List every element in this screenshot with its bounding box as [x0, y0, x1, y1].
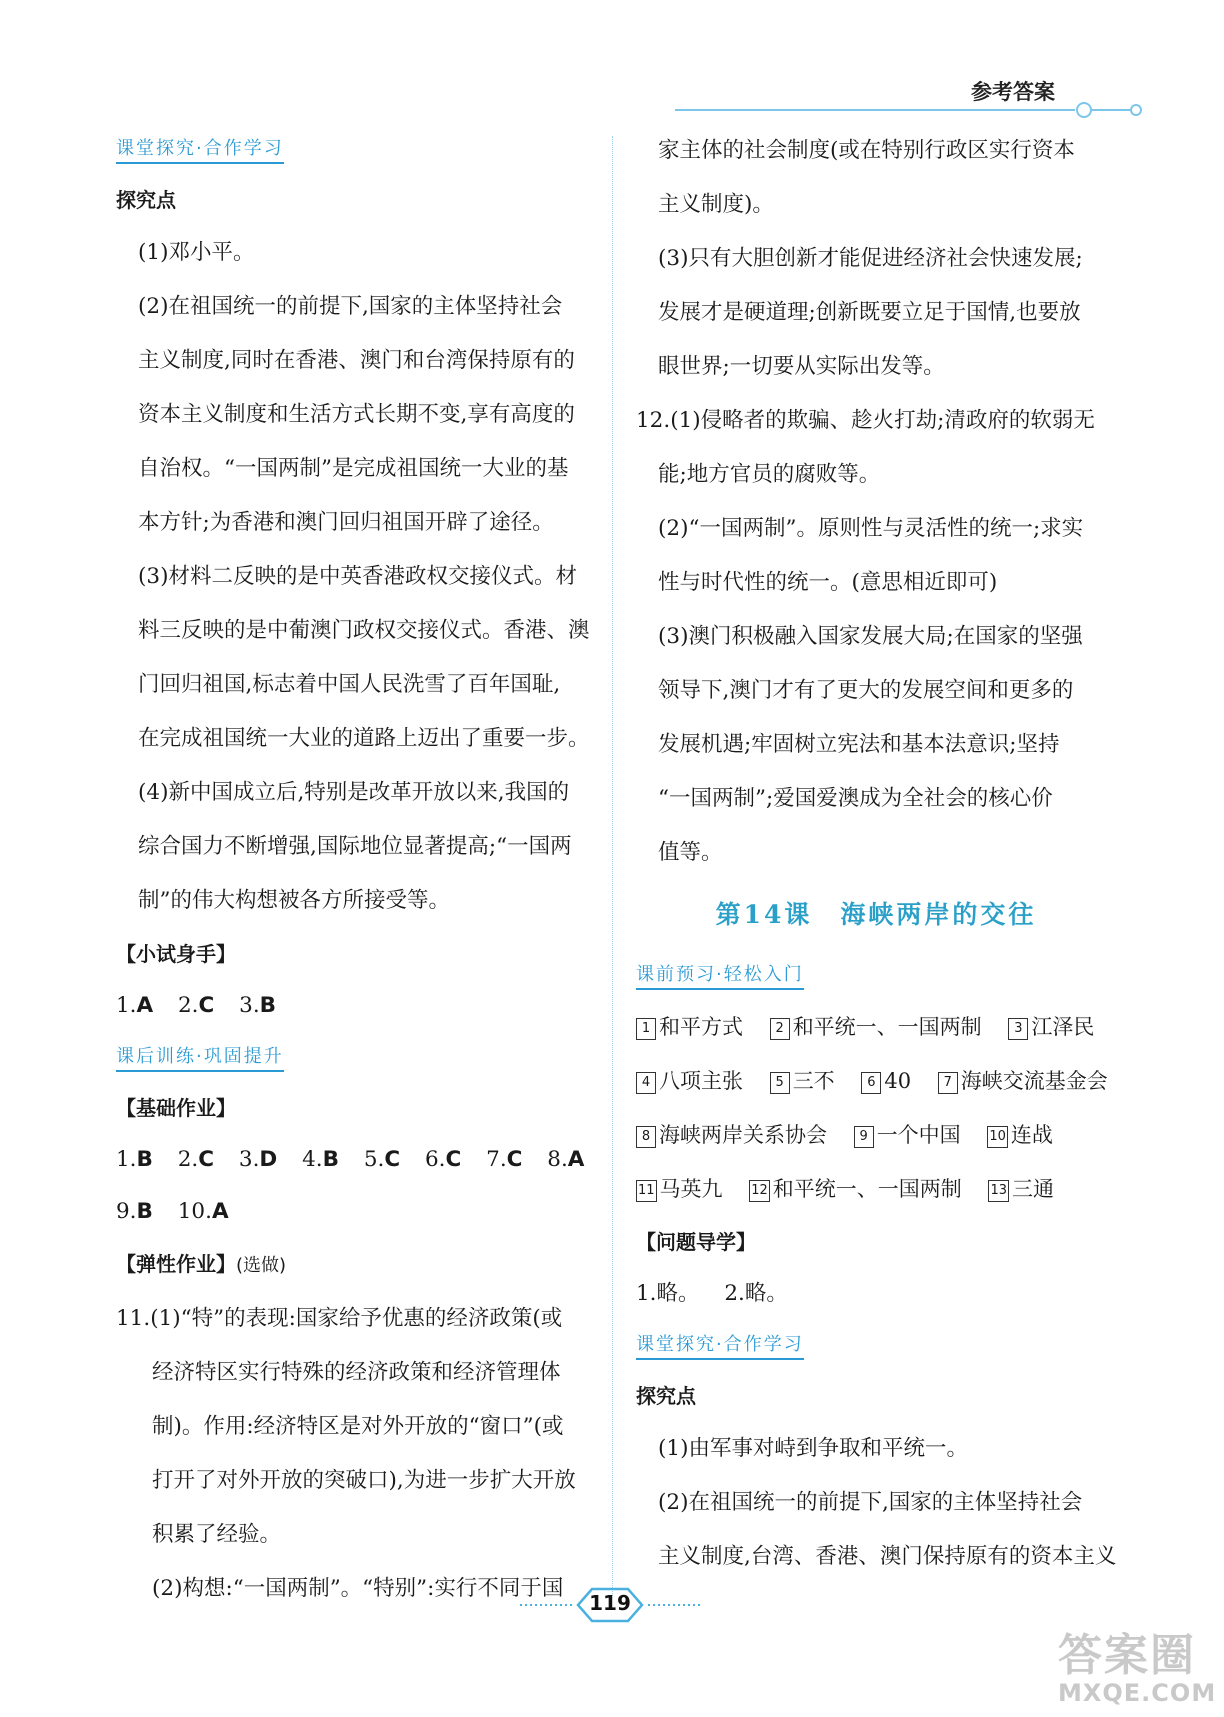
answer-line: 家主体的社会制度(或在特别行政区实行资本 [658, 138, 1075, 163]
answer-line: 性与时代性的统一。(意思相近即可) [658, 570, 998, 595]
answer-item: 9.B [116, 1199, 153, 1224]
answer-line: “一国两制”;爱国爱澳成为全社会的核心价 [658, 786, 1053, 811]
answer-line: 发展才是硬道理;创新既要立足于国情,也要放 [658, 300, 1081, 325]
answer-line: 值等。 [658, 840, 723, 865]
answer-line: (2)在祖国统一的前提下,国家的主体坚持社会 [658, 1490, 1083, 1515]
number-box: 11 [636, 1180, 657, 1202]
answer-line: 11.(1)“特”的表现:国家给予优惠的经济政策(或 [116, 1306, 563, 1331]
fill-item: 13 三通 [990, 1177, 1055, 1201]
answer-line: 综合国力不断增强,国际地位显著提高;“一国两 [138, 834, 572, 859]
number-box: 2 [770, 1018, 790, 1040]
answer-line: (4)新中国成立后,特别是改革开放以来,我国的 [138, 780, 570, 805]
answer-item: 10.A [177, 1199, 229, 1224]
fill-item: 3 江泽民 [1008, 1000, 1094, 1054]
answer-item: 5.C [363, 1147, 401, 1172]
answer-line: (1)邓小平。 [138, 240, 255, 265]
answer-line: 资本主义制度和生活方式长期不变,享有高度的 [138, 402, 575, 427]
fill-item: 10 连战 [989, 1123, 1053, 1147]
try-yourself-heading: 【小试身手】 [116, 942, 236, 966]
fill-item: 4 八项主张 [636, 1054, 743, 1108]
number-box: 10 [987, 1126, 1008, 1148]
section-label-class-explore: 课堂探究·合作学习 [636, 1332, 804, 1360]
answer-line: 本方针;为香港和澳门回归祖国开辟了途径。 [138, 510, 554, 535]
answer-item: 4.B [302, 1147, 340, 1172]
answer-item: 2.C [178, 993, 215, 1018]
site-watermark [1058, 1632, 1218, 1712]
elastic-homework-heading: 【弹性作业】(选做) [116, 1252, 287, 1276]
right-column [636, 124, 1116, 1584]
fill-item: 9 一个中国 [854, 1108, 961, 1162]
answer-line: 眼世界;一切要从实际出发等。 [658, 354, 945, 379]
fill-item: 5 三不 [770, 1054, 835, 1108]
answer-line: (1)由军事对峙到争取和平统一。 [658, 1436, 968, 1461]
answer-line: (2)“一国两制”。原则性与灵活性的统一;求实 [658, 516, 1084, 541]
basic-answers-row-1 [116, 1134, 596, 1186]
answer-line: 能;地方官员的腐败等。 [658, 462, 881, 487]
section-label-class-explore: 课堂探究·合作学习 [116, 136, 284, 164]
fill-row [636, 1162, 1116, 1216]
fill-item: 8 海峡两岸关系协会 [636, 1108, 827, 1162]
explore-point-heading: 探究点 [636, 1384, 696, 1408]
explore-point-heading: 探究点 [116, 188, 176, 212]
number-box: 9 [854, 1126, 874, 1148]
fill-item: 2 和平统一、一国两制 [770, 1000, 982, 1054]
answer-item: 3.D [238, 1147, 278, 1172]
answer-line: 主义制度,台湾、香港、澳门保持原有的资本主义 [658, 1544, 1117, 1569]
left-column [116, 124, 596, 1616]
answer-line: (3)材料二反映的是中英香港政权交接仪式。材 [138, 564, 577, 589]
answer-line: 主义制度,同时在香港、澳门和台湾保持原有的 [138, 348, 575, 373]
answer-item: 6.C [425, 1147, 462, 1172]
column-divider [612, 136, 613, 1596]
answer-item: 2.C [177, 1147, 215, 1172]
answer-line: 领导下,澳门才有了更大的发展空间和更多的 [658, 678, 1074, 703]
page-number: 119 [589, 1591, 631, 1615]
running-header-title: 参考答案 [971, 80, 1055, 104]
number-box: 4 [636, 1072, 656, 1094]
number-box: 6 [861, 1072, 881, 1094]
watermark-url: MXQE.COM [1058, 1679, 1217, 1707]
answer-item: 1.B [116, 1147, 153, 1172]
answer-line: 料三反映的是中葡澳门政权交接仪式。香港、澳 [138, 618, 590, 643]
section-label-after-class: 课后训练·巩固提升 [116, 1044, 284, 1072]
number-box: 12 [749, 1180, 770, 1202]
number-box: 13 [988, 1180, 1009, 1202]
answer-line: (2)构想:“一国两制”。“特别”:实行不同于国 [152, 1576, 564, 1601]
answer-line: 经济特区实行特殊的经济政策和经济管理体 [152, 1360, 561, 1385]
section-label-preview: 课前预习·轻松入门 [636, 962, 804, 990]
answer-line: 主义制度)。 [658, 192, 774, 217]
basic-homework-heading: 【基础作业】 [116, 1096, 236, 1120]
fill-item: 12 和平统一、一国两制 [751, 1177, 962, 1201]
number-box: 8 [636, 1126, 656, 1148]
number-box: 7 [938, 1072, 958, 1094]
answer-item: 8.A [547, 1147, 585, 1172]
question-guide-heading: 【问题导学】 [636, 1230, 756, 1254]
basic-answers-row-2 [116, 1186, 596, 1238]
answer-item: 3.B [239, 993, 277, 1018]
number-box: 1 [636, 1018, 656, 1040]
number-box: 5 [770, 1072, 790, 1094]
try-answers-row [116, 980, 596, 1032]
answer-line: 12.(1)侵略者的欺骗、趁火打劫;清政府的软弱无 [636, 408, 1095, 433]
guide-answers-row [636, 1268, 1116, 1320]
answer-item: 7.C [486, 1147, 523, 1172]
fill-row [636, 1108, 1116, 1162]
fill-item: 7 海峡交流基金会 [938, 1054, 1108, 1108]
answer-line: 在完成祖国统一大业的道路上迈出了重要一步。 [138, 726, 590, 751]
answer-line: 积累了经验。 [152, 1522, 282, 1547]
answer-line: 打开了对外开放的突破口),为进一步扩大开放 [152, 1468, 576, 1493]
answer-line: 制”的伟大构想被各方所接受等。 [138, 888, 450, 913]
number-box: 3 [1008, 1018, 1028, 1040]
watermark-logo-text: 答案圈 [1058, 1630, 1196, 1681]
lesson-title: 第14课 海峡两岸的交往 [715, 900, 1037, 929]
answer-line: 发展机遇;牢固树立宪法和基本法意识;坚持 [658, 732, 1060, 757]
answer-line: (3)澳门积极融入国家发展大局;在国家的坚强 [658, 624, 1083, 649]
answer-line: 门回归祖国,标志着中国人民洗雪了百年国耻, [138, 672, 561, 697]
fill-item: 11 马英九 [638, 1177, 723, 1201]
answer-item: 1.略。 [636, 1281, 700, 1306]
fill-row [636, 1054, 1116, 1108]
answer-item: 1.A [116, 993, 154, 1018]
header-decoration-line [675, 100, 1145, 120]
answer-line: 制)。作用:经济特区是对外开放的“窗口”(或 [152, 1414, 564, 1439]
fill-item: 1 和平方式 [636, 1000, 743, 1054]
answer-item: 2.略。 [724, 1281, 788, 1306]
fill-item: 6 40 [861, 1054, 911, 1108]
answer-line: (3)只有大胆创新才能促进经济社会快速发展; [658, 246, 1083, 271]
answer-line: 自治权。“一国两制”是完成祖国统一大业的基 [138, 456, 569, 481]
answer-line: (2)在祖国统一的前提下,国家的主体坚持社会 [138, 294, 563, 319]
fill-row [636, 1000, 1116, 1054]
